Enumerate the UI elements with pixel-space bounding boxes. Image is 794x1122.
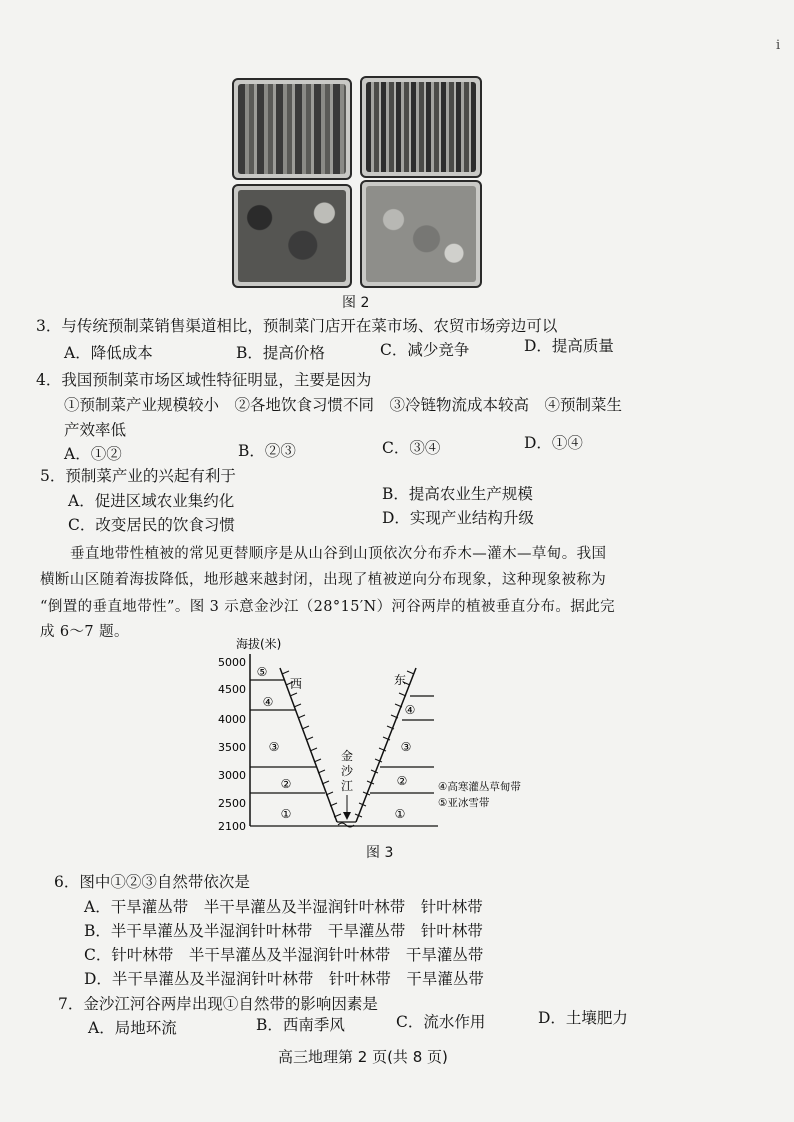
zone-label-west: ④ [262,695,274,709]
tick-label: 5000 [218,656,246,669]
q7-option-b: B．西南季风 [256,1016,345,1034]
tick-label: 2100 [218,820,246,833]
q5-option-d: D．实现产业结构升级 [382,509,534,527]
river-label-char: 沙 [341,764,354,778]
q6-option-d: D．半干旱灌丛及半湿润针叶林带 针叶林带 干旱灌丛带 [84,970,484,988]
q4-option-a: A．①② [64,445,122,463]
zone-label-west: ⑤ [256,665,268,679]
prepared-food-tray-photo [360,76,482,178]
passage-line: 垂直地带性植被的常见更替顺序是从山谷到山顶依次分布乔木—灌木—草甸。我国 [70,546,607,562]
legend-item: ⑤亚冰雪带 [438,797,490,809]
q6-option-b: B．半干旱灌丛及半湿润针叶林带 干旱灌丛带 针叶林带 [84,922,483,940]
q6-option-c: C．针叶林带 半干旱灌丛及半湿润针叶林带 干旱灌丛带 [84,946,484,964]
river-label-char: 江 [341,779,354,793]
figure-2-caption: 图 2 [342,295,370,311]
zone-label-east: ① [394,807,406,821]
q3-option-c: C．减少竞争 [380,341,470,359]
tick-label: 4000 [218,713,246,726]
q4-option-d: D．①④ [524,434,583,452]
q4-statements: ①预制菜产业规模较小 ②各地饮食习惯不同 ③冷链物流成本较高 ④预制菜生 [64,396,623,414]
prepared-food-tray-photo [360,180,482,288]
prepared-food-tray-photo [232,78,352,180]
prepared-food-tray-photo [232,184,352,288]
question-4-stem: 4．我国预制菜市场区域性特征明显，主要是因为 [36,371,372,389]
east-label: 东 [394,673,407,687]
q7-option-c: C．流水作用 [396,1013,486,1031]
q3-option-b: B．提高价格 [236,344,325,362]
passage-line: “倒置的垂直地带性”。图 3 示意金沙江（28°15′N）河谷两岸的植被垂直分布。据此完 [40,599,615,615]
q6-option-a: A．干旱灌丛带 半干旱灌丛及半湿润针叶林带 针叶林带 [84,898,483,916]
figure-3-diagram [210,630,570,834]
legend-item: ④高寒灌丛草甸带 [438,781,521,793]
passage-line: 成 6～7 题。 [40,624,129,640]
q3-option-a: A．降低成本 [64,344,153,362]
q7-option-d: D．土壤肥力 [538,1009,628,1027]
zone-label-east: ② [396,774,408,788]
tick-label: 2500 [218,797,246,810]
zone-label-east: ③ [400,740,412,754]
arrow-down-icon [343,812,351,820]
q4-option-c: C．③④ [382,439,441,457]
q5-option-c: C．改变居民的饮食习惯 [68,516,235,534]
question-7-stem: 7．金沙江河谷两岸出现①自然带的影响因素是 [58,995,378,1013]
west-slope [280,668,337,822]
tick-label: 3000 [218,769,246,782]
q5-option-a: A．促进区域农业集约化 [68,492,235,510]
zone-label-east: ④ [404,703,416,717]
passage-line: 横断山区随着海拔降低，地形越来越封闭，出现了植被逆向分布现象，这种现象被称为 [40,572,607,588]
figure-2-photos [226,72,482,288]
question-6-stem: 6．图中①②③自然带依次是 [54,873,250,891]
zone-label-west: ② [280,777,292,791]
west-slope-hatching [282,671,341,817]
y-axis-label: 海拔(米) [236,637,282,651]
q4-statements-cont: 产效率低 [64,421,127,439]
q3-option-d: D．提高质量 [524,337,614,355]
figure-3-caption: 图 3 [366,845,394,861]
q7-option-a: A．局地环流 [88,1019,177,1037]
river-label-char: 金 [341,749,354,763]
corner-mark: i [776,38,781,53]
zone-label-west: ③ [268,740,280,754]
tick-label: 3500 [218,741,246,754]
tick-label: 4500 [218,683,246,696]
west-label: 西 [290,677,303,691]
zone-label-west: ① [280,807,292,821]
q4-option-b: B．②③ [238,442,296,460]
question-3-stem: 3．与传统预制菜销售渠道相比，预制菜门店开在菜市场、农贸市场旁边可以 [36,317,558,335]
question-5-stem: 5．预制菜产业的兴起有利于 [40,467,236,485]
page-footer: 高三地理第 2 页(共 8 页) [278,1048,448,1066]
q5-option-b: B．提高农业生产规模 [382,485,533,503]
